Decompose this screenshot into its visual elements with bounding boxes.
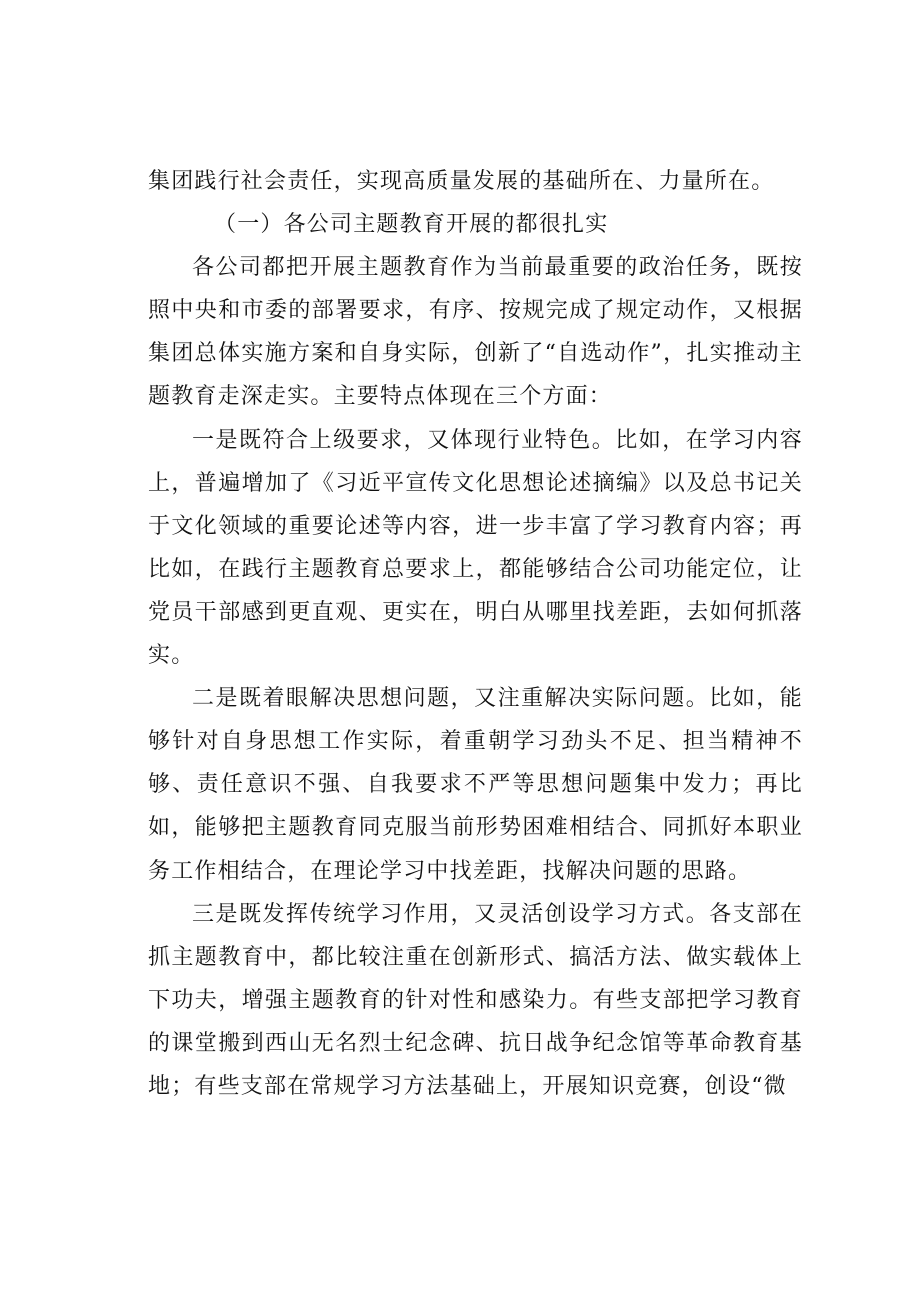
paragraph-point-one: 一是既符合上级要求，又体现行业特色。比如，在学习内容上，普遍增加了《习近平宣传文化思想论述摘编》以及总书记关于文化领域的重要论述等内容，进一步丰富了学习教育内容；再比如，在践行主题教育总要求上，都能够结合公司功能定位，让党员干部感到更直观、更实在，明白从哪里找差距，去如何抓落实。 [148, 427, 803, 669]
section-heading: （一）各公司主题教育开展的都很扎实 [214, 212, 609, 238]
document-body [148, 160, 803, 1108]
paragraph-continuation: 集团践行社会责任，实现高质量发展的基础所在、力量所在。 [148, 169, 775, 194]
paragraph-intro: 各公司都把开展主题教育作为当前最重要的政治任务，既按照中央和市委的部署要求，有序、按规完成了规定动作，又根据集团总体实施方案和自身实际，创新了“自选动作”，扎实推动主题教育走深走实。主要特点体现在三个方面： [148, 255, 803, 410]
paragraph-point-three: 三是既发挥传统学习作用，又灵活创设学习方式。各支部在抓主题教育中，都比较注重在创新形式、搞活方法、做实载体上下功夫，增强主题教育的针对性和感染力。有些支部把学习教育的课堂搬到西山无名烈士纪念碑、抗日战争纪念馆等革命教育基地；有些支部在常规学习方法基础上，开展知识竞赛，创设“微 [148, 901, 803, 1099]
paragraph-point-two: 二是既着眼解决思想问题，又注重解决实际问题。比如，能够针对自身思想工作实际，着重朝学习劲头不足、担当精神不够、责任意识不强、自我要求不严等思想问题集中发力；再比如，能够把主题教育同克服当前形势困难相结合、同抓好本职业务工作相结合，在理论学习中找差距，找解决问题的思路。 [148, 686, 803, 884]
